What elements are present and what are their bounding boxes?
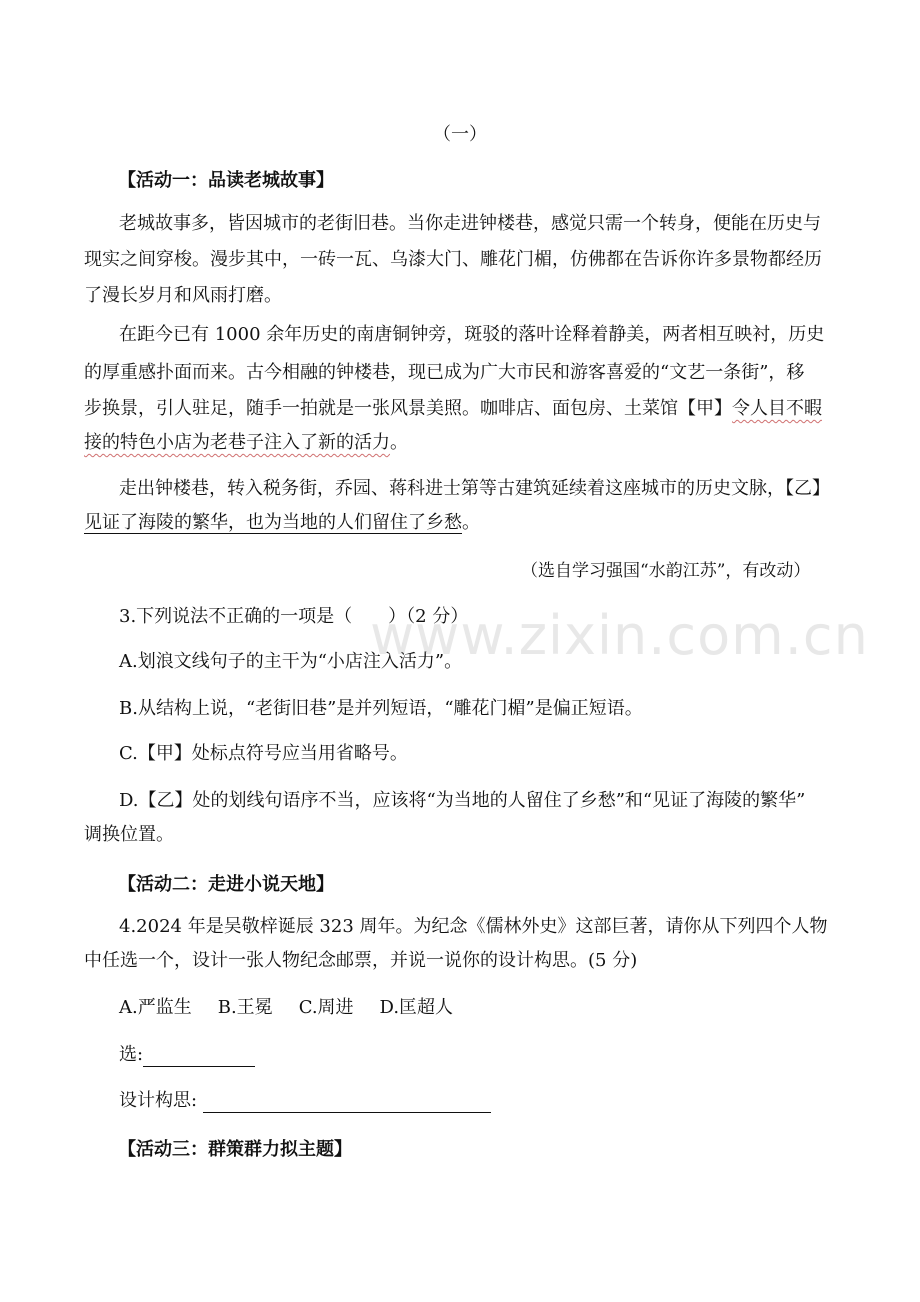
activity3-heading: 【活动三：群策群力拟主题】 [118, 1139, 352, 1160]
option-b: B.从结构上说，“老街旧巷”是并列短语，“雕花门楣”是偏正短语。 [119, 698, 643, 719]
text-plain: 。 [462, 512, 480, 533]
answer-options [119, 996, 453, 1020]
option-c: C.【甲】处标点符号应当用省略号。 [119, 743, 408, 764]
option-c: C.周进 [298, 997, 354, 1018]
section-title: （一） [433, 124, 487, 145]
option-a: A.严监生 [119, 997, 192, 1018]
text-line: 在距今已有 1000 余年历史的南唐铜钟旁，斑驳的落叶诠释着静美，两者相互映衬，历史 [119, 324, 825, 345]
design-label: 设计构思: [119, 1090, 198, 1111]
question-stem-continued: 中任选一个，设计一张人物纪念邮票，并说一说你的设计构思。(5 分) [84, 950, 638, 971]
question-stem: 3.下列说法不正确的一项是（ ）（2 分） [119, 606, 469, 627]
option-a: A.划浪文线句子的主干为“小店注入活力”。 [119, 651, 463, 672]
text-line [84, 431, 408, 455]
underlined-text: 见证了海陵的繁华，也为当地的人们留住了乡愁 [84, 512, 462, 533]
text-line: 现实之间穿梭。漫步其中，一砖一瓦、乌漆大门、雕花门楣，仿佛都在告诉你许多景物都经历 [84, 249, 822, 270]
option-d: D.【乙】处的划线句语序不当，应该将“为当地的人留住了乡愁”和“见证了海陵的繁华” [119, 790, 806, 811]
option-d: D.匡超人 [379, 997, 454, 1018]
wavy-underlined-text: 令人目不暇 [732, 398, 822, 419]
activity2-heading: 【活动二：走进小说天地】 [118, 874, 334, 895]
activity1-heading: 【活动一：品读老城故事】 [118, 170, 334, 191]
design-row [119, 1089, 491, 1113]
text-plain: 步换景，引人驻足，随手一拍就是一张风景美照。咖啡店、面包房、土菜馆【甲】 [84, 398, 732, 419]
select-row [119, 1043, 255, 1067]
text-plain: 。 [390, 432, 408, 453]
select-answer-blank[interactable] [143, 1048, 255, 1067]
text-line: 的厚重感扑面而来。古今相融的钟楼巷，现已成为广大市民和游客喜爱的“文艺一条街”，移 [84, 362, 805, 383]
text-line: 老城故事多，皆因城市的老街旧巷。当你走进钟楼巷，感觉只需一个转身，便能在历史与 [119, 213, 821, 234]
design-answer-blank[interactable] [203, 1094, 491, 1113]
option-d-continued: 调换位置。 [84, 824, 174, 845]
select-label: 选: [119, 1044, 144, 1065]
text-line: 走出钟楼巷，转入税务街，乔园、蒋科进士第等古建筑延续着这座城市的历史文脉，【乙】 [119, 478, 830, 499]
text-line: 了漫长岁月和风雨打磨。 [84, 285, 282, 306]
option-b: B.王冕 [217, 997, 273, 1018]
text-line [84, 511, 480, 535]
question-stem: 4.2024 年是吴敬梓诞辰 323 周年。为纪念《儒林外史》这部巨著，请你从下列四个人物 [119, 916, 828, 937]
wavy-underlined-text: 接的特色小店为老巷子注入了新的活力 [84, 432, 390, 453]
watermark: www.zixin.com.cn [370, 604, 869, 667]
text-line [84, 397, 822, 421]
source-note: （选自学习强国“水韵江苏”，有改动） [521, 561, 811, 581]
